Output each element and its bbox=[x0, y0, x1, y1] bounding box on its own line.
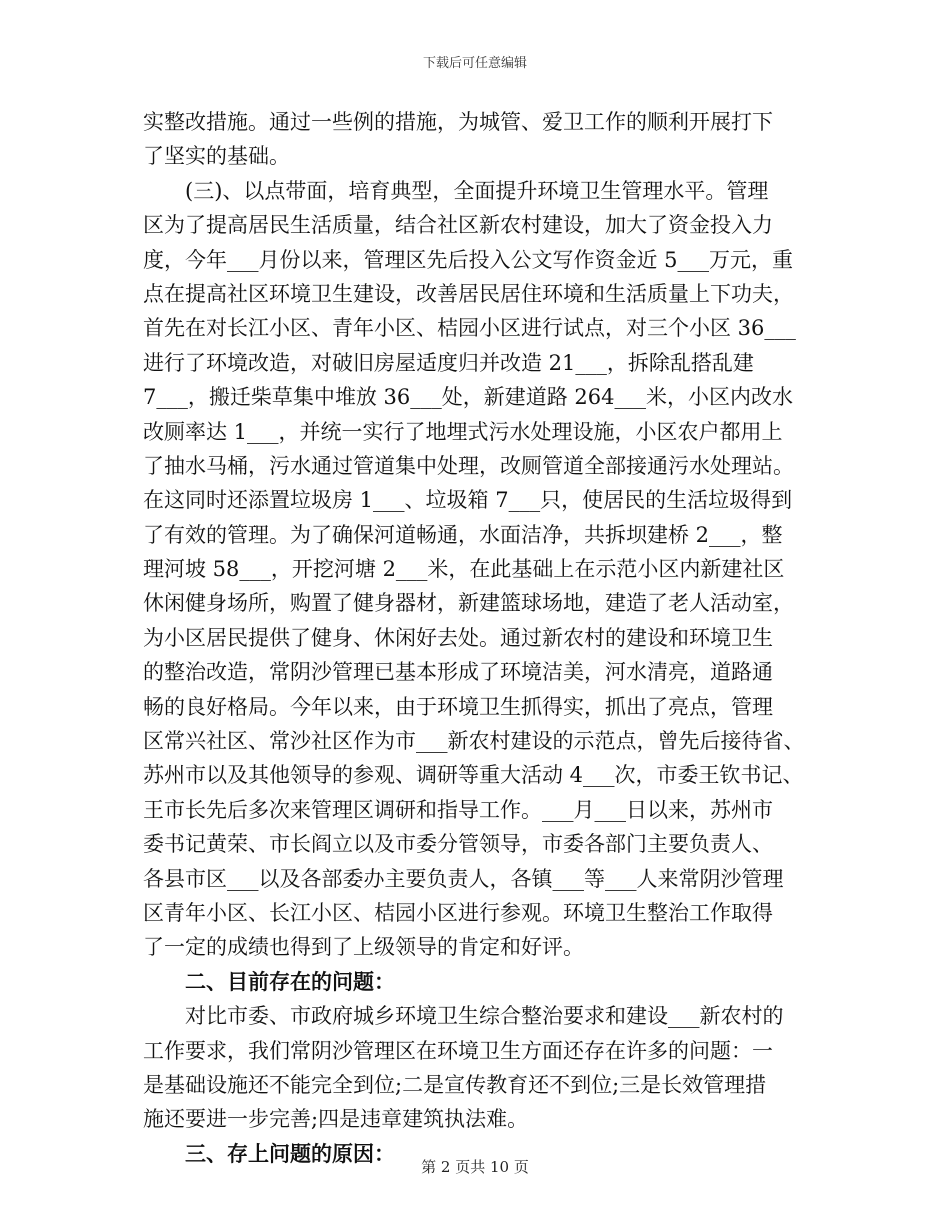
text-line: 区为了提高居民生活质量，结合社区新农村建设，加大了资金投入力 bbox=[143, 213, 773, 238]
text-line: 改厕率达 1___，并统一实行了地埋式污水处理设施，小区农户都用上 bbox=[143, 419, 783, 444]
text-line: 施还要进一步完善;四是违章建筑执法难。 bbox=[143, 1107, 529, 1132]
text-line: 苏州市以及其他领导的参观、调研等重大活动 4___次，市委王钦书记、 bbox=[143, 763, 804, 788]
text-line: 理河坡 58___，开挖河塘 2___米，在此基础上在示范小区内新建社区 bbox=[143, 557, 785, 582]
text-line: 畅的良好格局。今年以来，由于环境卫生抓得实，抓出了亮点，管理 bbox=[143, 694, 773, 719]
page-number: 第 2 页共 10 页 bbox=[421, 1158, 529, 1176]
section-heading: 二、目前存在的问题： bbox=[185, 968, 395, 994]
text-line: 为小区居民提供了健身、休闲好去处。通过新农村的建设和环境卫生 bbox=[143, 625, 773, 650]
section-heading: 三、存上问题的原因： bbox=[185, 1140, 395, 1166]
text-line: 7___，搬迁柴草集中堆放 36___处，新建道路 264___米，小区内改水 bbox=[143, 385, 794, 410]
text-line: 工作要求，我们常阴沙管理区在环境卫生方面还存在许多的问题：一 bbox=[143, 1038, 773, 1063]
text-line: 的整治改造，常阴沙管理已基本形成了环境洁美，河水清亮，道路通 bbox=[143, 660, 773, 685]
text-line: 度，今年___月份以来，管理区先后投入公文写作资金近 5___万元，重 bbox=[143, 247, 794, 272]
text-line: 休闲健身场所，购置了健身器材，新建篮球场地，建造了老人活动室， bbox=[143, 591, 794, 616]
text-line: 在这同时还添置垃圾房 1___、垃圾箱 7___只，使居民的生活垃圾得到 bbox=[143, 488, 793, 513]
text-line: 了一定的成绩也得到了上级领导的肯定和好评。 bbox=[143, 935, 584, 960]
text-line: 区常兴社区、常沙社区作为市___新农村建设的示范点，曾先后接待省、 bbox=[143, 729, 805, 754]
text-line: 了有效的管理。为了确保河道畅通，水面洁净，共拆坝建桥 2___，整 bbox=[143, 522, 783, 547]
text-line: 点在提高社区环境卫生建设，改善居民居住环境和生活质量上下功夫， bbox=[143, 281, 794, 306]
document-body bbox=[143, 105, 813, 1171]
page-header: 下载后可任意编辑 bbox=[422, 56, 527, 71]
text-line: (三)、以点带面，培育典型，全面提升环境卫生管理水平。管理 bbox=[185, 178, 769, 203]
text-line: 对比市委、市政府城乡环境卫生综合整治要求和建设___新农村的 bbox=[185, 1004, 784, 1029]
text-line: 了抽水马桶，污水通过管道集中处理，改厕管道全部接通污水处理站。 bbox=[143, 453, 794, 478]
text-line: 进行了环境改造，对破旧房屋适度归并改造 21___，拆除乱搭乱建 bbox=[143, 350, 754, 375]
text-line: 实整改措施。通过一些例的措施，为城管、爱卫工作的顺利开展打下 bbox=[143, 110, 773, 134]
text-line: 王市长先后多次来管理区调研和指导工作。___月___日以来，苏州市 bbox=[143, 797, 773, 822]
text-line: 各县市区___以及各部委办主要负责人，各镇___等___人来常阴沙管理 bbox=[143, 866, 784, 891]
text-line: 是基础设施还不能完全到位;二是宣传教育还不到位;三是长效管理措 bbox=[143, 1072, 767, 1097]
text-line: 了坚实的基础。 bbox=[143, 144, 290, 169]
text-line: 首先在对长江小区、青年小区、桔园小区进行试点，对三个小区 36___ bbox=[143, 316, 796, 341]
text-line: 区青年小区、长江小区、桔园小区进行参观。环境卫生整治工作取得 bbox=[143, 900, 773, 925]
text-line: 委书记黄荣、市长阎立以及市委分管领导，市委各部门主要负责人、 bbox=[143, 832, 773, 857]
